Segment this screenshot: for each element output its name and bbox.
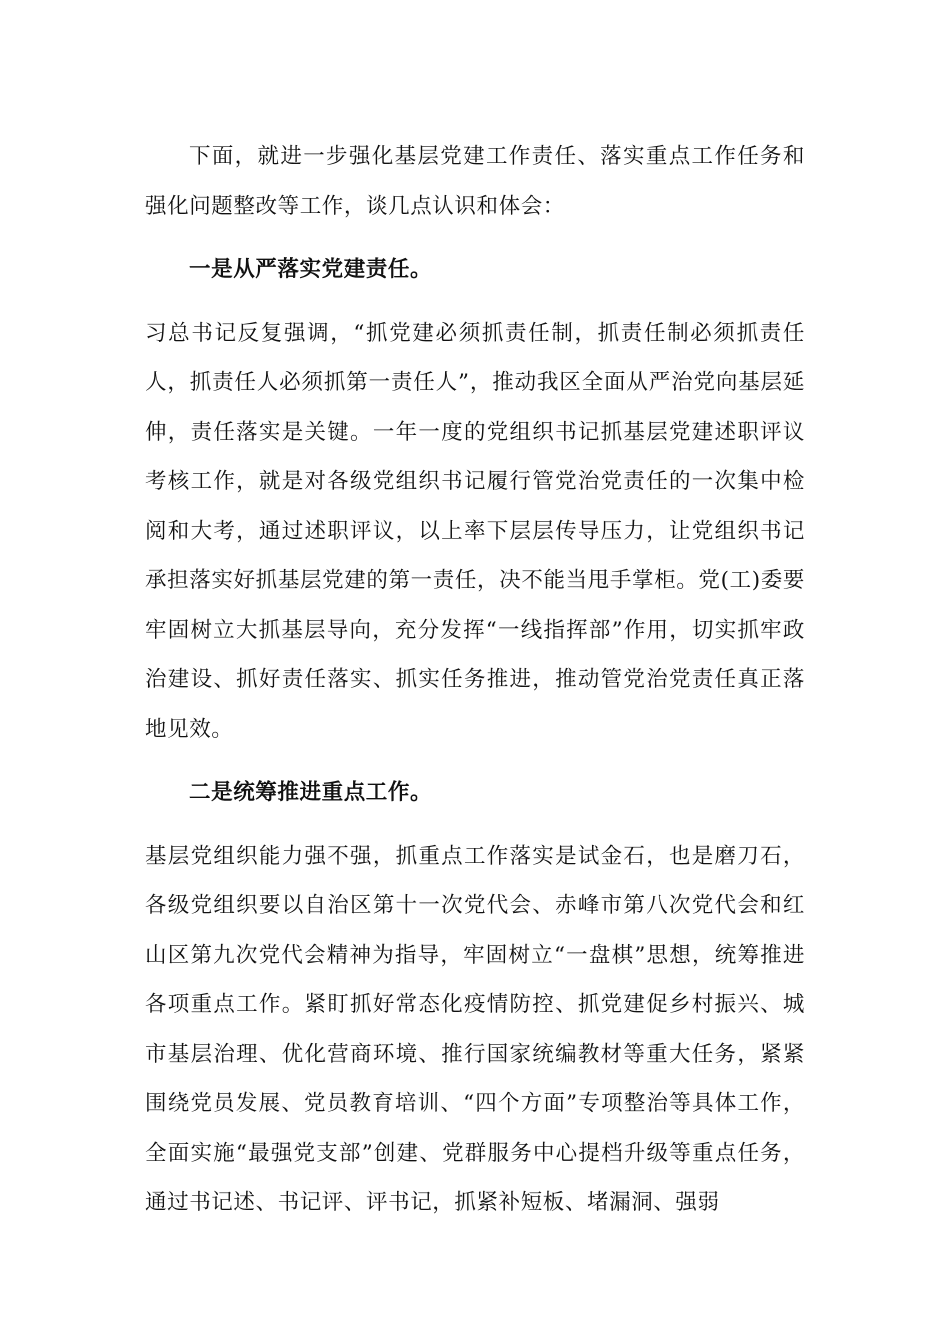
intro-paragraph: 下面，就进一步强化基层党建工作责任、落实重点工作任务和强化问题整改等工作，谈几点认识和体会： <box>145 144 805 219</box>
document-body <box>145 132 805 1228</box>
section-body-2: 基层党组织能力强不强，抓重点工作落实是试金石，也是磨刀石，各级党组织要以自治区第十一次党代会、赤峰市第八次党代会和红山区第九次党代会精神为指导，牢固树立“一盘棋”思想，统筹推进各项重点工作。紧盯抓好常态化疫情防控、抓党建促乡村振兴、城市基层治理、优化营商环境、推行国家统编教材等重大任务，紧紧围绕党员发展、党员教育培训、“四个方面”专项整治等具体工作，全面实施“最强党支部”创建、党群服务中心提档升级等重点任务，通过书记述、书记评、评书记，抓紧补短板、堵漏洞、强弱 <box>145 843 805 1215</box>
section-heading-1: 一是从严落实党建责任。 <box>189 257 433 282</box>
section-body-1: 习总书记反复强调，“抓党建必须抓责任制，抓责任制必须抓责任人，抓责任人必须抓第一责任人”，推动我区全面从严治党向基层延伸，责任落实是关键。一年一度的党组织书记抓基层党建述职评议考核工作，就是对各级党组织书记履行管党治党责任的一次集中检阅和大考，通过述职评议，以上率下层层传导压力，让党组织书记承担落实好抓基层党建的第一责任，决不能当甩手掌柜。党(工)委要牢固树立大抓基层导向，充分发挥“一线指挥部”作用，切实抓牢政治建设、抓好责任落实、抓实任务推进，推动管党治党责任真正落地见效。 <box>145 320 805 742</box>
section-heading-2: 二是统筹推进重点工作。 <box>189 780 433 805</box>
